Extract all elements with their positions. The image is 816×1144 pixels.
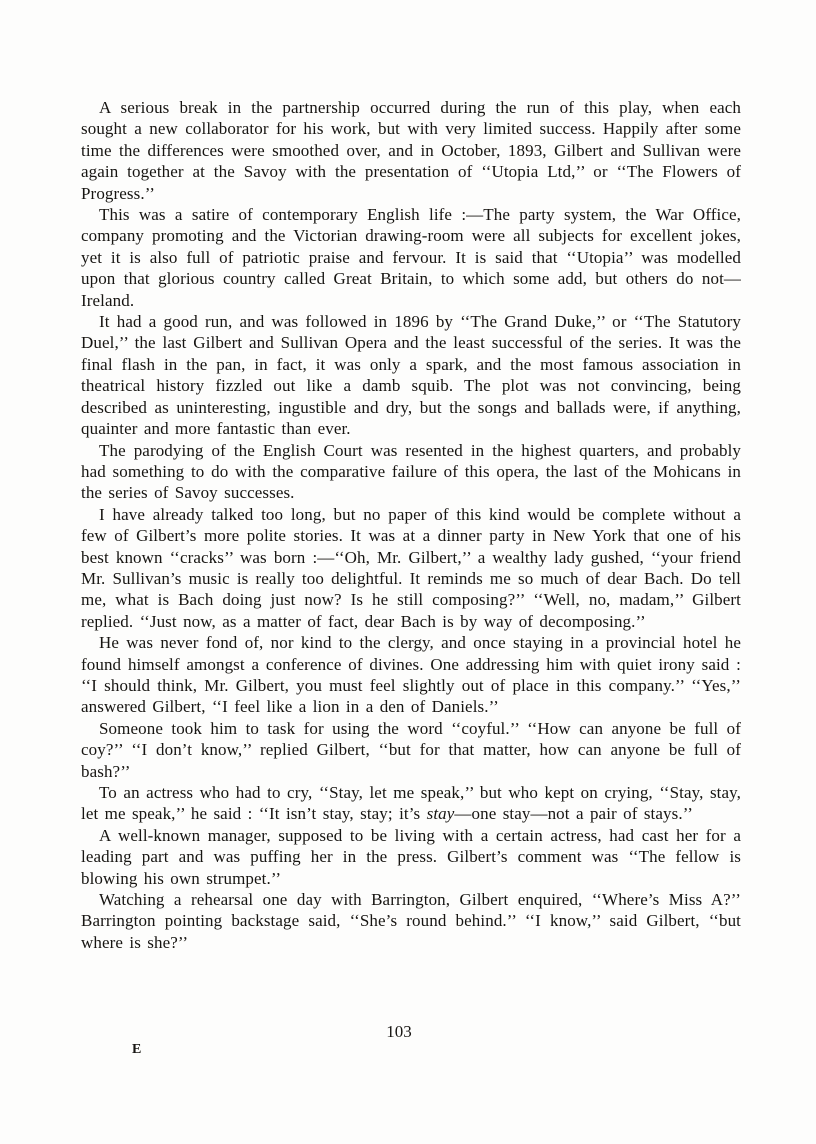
text-segment: The parodying of the English Court was resented in the highest quarters, and probably had something to do with the comparative failure of this opera, the last of the Mohicans in the series of Savoy successes. xyxy=(81,440,741,503)
text-segment: This was a satire of contemporary English life :—The party system, the War Office, company promoting and the Victorian drawing-room were all subjects for excellent jokes, yet it is also full of patriotic praise and fervour. It is said that ‘‘Utopia’’ was modelled upon that glorious country called Great Britain, to which some add, but others do not—Ireland. xyxy=(81,205,741,310)
text-segment: Watching a rehearsal one day with Barrington, Gilbert enquired, ‘‘Where’s Miss A?’’ Barrington pointing backstage said, ‘‘She’s round behind.’’ ‘‘I know,’’ said Gilbert, ‘‘but where is she?’’ xyxy=(81,890,741,952)
italic-text: stay xyxy=(426,804,455,824)
paragraph xyxy=(81,204,741,311)
paragraph xyxy=(81,311,741,439)
paragraph xyxy=(81,440,741,504)
paragraph xyxy=(81,504,741,632)
page-number: 103 xyxy=(386,1022,412,1041)
paragraph xyxy=(81,889,741,953)
signature-mark: E xyxy=(132,1042,142,1057)
text-segment: It had a good run, and was followed in 1896 by ‘‘The Grand Duke,’’ or ‘‘The Statutory Duel,’’ the last Gilbert and Sullivan Opera and the least successful of the series. It was the final flash in the pan, in fact, it was only a spark, and the most famous association in theatrical history fizzled out like a damb squib. The plot was not convincing, being described as uninteresting, ingustible and dry, but the songs and ballads were, if anything, quainter and more fantastic than ever. xyxy=(81,312,741,439)
text-segment: A serious break in the partnership occurred during the run of this play, when each sought a new collaborator for his work, but with very limited success. Happily after some time the differences were smoothed over, and in October, 1893, Gilbert and Sullivan were again together at the Savoy with the presentation of ‘‘Utopia Ltd,’’ or ‘‘The Flowers of Progress.’’ xyxy=(81,98,741,203)
paragraph xyxy=(81,825,741,889)
paragraph xyxy=(81,718,741,782)
paragraph xyxy=(81,632,741,718)
body-text xyxy=(81,97,741,953)
paragraph xyxy=(81,782,741,825)
text-segment: To an actress who had to cry, ‘‘Stay, let me speak,’’ but who kept on crying, ‘‘Stay, stay, let me speak,’’ he said : ‘‘It isn’t stay, stay; it’s xyxy=(81,783,741,824)
text-segment: He was never fond of, nor kind to the clergy, and once staying in a provincial hotel he found himself amongst a conference of divines. One addressing him with quiet irony said : ‘‘I should think, Mr. Gilbert, you must feel slightly out of place in this company.’’ ‘‘Yes,’’ answered Gilbert, ‘‘I feel like a lion in a den of Daniels.’’ xyxy=(81,633,741,717)
paragraph xyxy=(81,97,741,204)
text-segment: Someone took him to task for using the word ‘‘coyful.’’ ‘‘How can anyone be full of coy?’’ ‘‘I don’t know,’’ replied Gilbert, ‘‘but for that matter, how can anyone be full of bash?’’ xyxy=(81,718,741,781)
text-segment: A well-known manager, supposed to be living with a certain actress, had cast her for a leading part and was puffing her in the press. Gilbert’s comment was ‘‘The fellow is blowing his own strumpet.’’ xyxy=(81,825,741,888)
text-segment: I have already talked too long, but no paper of this kind would be complete without a few of Gilbert’s more polite stories. It was at a dinner party in New York that one of his best known ‘‘cracks’’ was born :—‘‘Oh, Mr. Gilbert,’’ a wealthy lady gushed, ‘‘your friend Mr. Sullivan’s music is really too delightful. It reminds me so much of dear Bach. Do tell me, what is Bach doing just now? Is he still composing?’’ ‘‘Well, no, madam,’’ Gilbert replied. ‘‘Just now, as a matter of fact, dear Bach is by way of decomposing.’’ xyxy=(81,504,741,631)
text-segment: —one stay—not a pair of stays.’’ xyxy=(454,804,693,824)
